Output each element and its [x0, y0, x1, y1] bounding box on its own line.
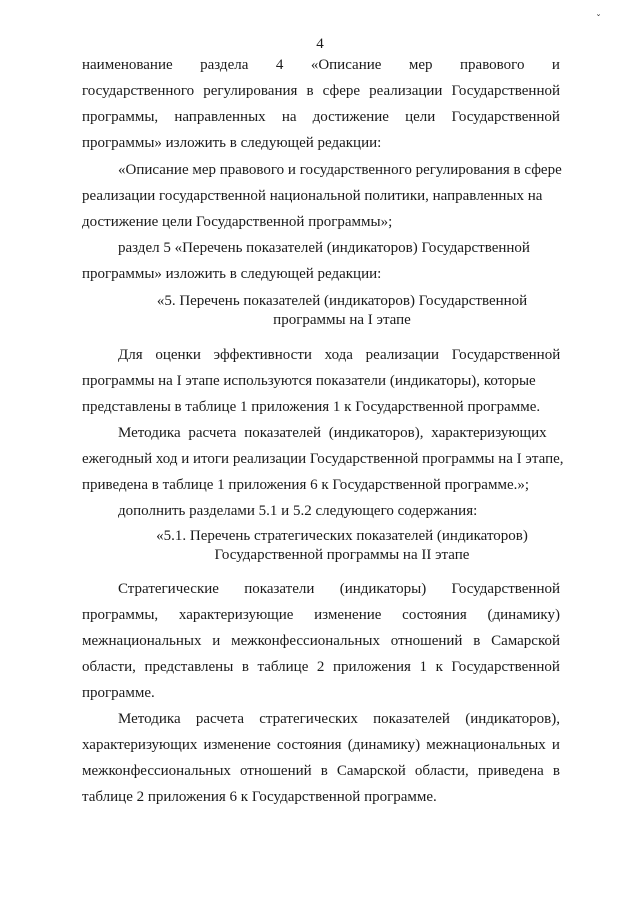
- paragraph-line: программы» изложить в следующей редакции:: [82, 266, 382, 282]
- word: изменение: [203, 737, 271, 753]
- word: программы,: [82, 109, 159, 125]
- paragraph-line: [82, 576, 560, 602]
- paragraph-line: Методика расчета показателей (индикаторов), характеризующих: [118, 425, 547, 441]
- word: сфере: [322, 83, 361, 99]
- paragraph-efficiency: [82, 342, 560, 420]
- word: межнациональных: [82, 633, 202, 649]
- paragraph-methodology-2: [82, 706, 560, 810]
- word: расчета: [195, 711, 244, 727]
- word: состояния: [276, 737, 342, 753]
- word: показатели: [244, 581, 315, 597]
- word: Государственной: [451, 83, 560, 99]
- word: правового: [460, 57, 525, 73]
- paragraph-methodology-1: [82, 420, 564, 498]
- word: области,: [414, 763, 469, 779]
- paragraph-line: представлены в таблице 1 приложения 1 к Государственной программе.: [82, 399, 541, 415]
- paragraph-quoted-title: [82, 157, 560, 235]
- paragraph-line: [82, 706, 560, 732]
- word: межконфессиональных: [231, 633, 380, 649]
- corner-mark: ˇ: [596, 14, 601, 25]
- word: Самарской: [336, 763, 406, 779]
- paragraph-line: [82, 78, 560, 104]
- word: Государственной: [451, 659, 560, 675]
- heading-line: «5.1. Перечень стратегических показателей (индикаторов): [156, 528, 528, 544]
- word: «Описание: [310, 57, 382, 73]
- word: состояния: [402, 607, 467, 623]
- paragraph-section5: [82, 235, 560, 287]
- word: межнациональных: [426, 737, 546, 753]
- paragraph-line: [82, 654, 560, 680]
- paragraph-line: программы» изложить в следующей редакции:: [82, 135, 382, 151]
- word: Государственной: [451, 109, 560, 125]
- word: и: [212, 633, 221, 649]
- word: наименование: [82, 57, 173, 73]
- heading-line: программы на I этапе: [273, 312, 411, 328]
- word: изменение: [314, 607, 382, 623]
- page-number: 4: [316, 36, 324, 52]
- paragraph-strategic-indicators: [82, 576, 560, 706]
- word: стратегических: [259, 711, 358, 727]
- paragraph-line: программы на I этапе используются показатели (индикаторы), которые: [82, 373, 536, 389]
- word: области,: [82, 659, 136, 675]
- word: достижение: [312, 109, 389, 125]
- word: к: [435, 659, 443, 675]
- word: цели: [405, 109, 436, 125]
- paragraph-line: [82, 732, 560, 758]
- word: 4: [275, 57, 284, 73]
- word: в: [552, 763, 560, 779]
- paragraph-line: таблице 2 приложения 6 к Государственной программе.: [82, 789, 437, 805]
- word: отношений: [239, 763, 312, 779]
- word: межконфессиональных: [82, 763, 231, 779]
- word: (динамику): [487, 607, 560, 623]
- word: Стратегические: [118, 581, 219, 597]
- paragraph-add-sections: [82, 498, 560, 524]
- word: и: [551, 57, 560, 73]
- word: мер: [408, 57, 433, 73]
- heading-line: Государственной программы на II этапе: [214, 547, 470, 563]
- word: приведена: [477, 763, 544, 779]
- paragraph-line: [82, 602, 560, 628]
- paragraph-line: [82, 104, 560, 130]
- paragraph-line: приведена в таблице 1 приложения 6 к Государственной программе.»;: [82, 477, 530, 493]
- paragraph-line: реализации государственной национальной политики, направленных на: [82, 188, 543, 204]
- word: в: [306, 83, 314, 99]
- word: раздела: [200, 57, 249, 73]
- word: 2: [316, 659, 325, 675]
- paragraph-line: дополнить разделами 5.1 и 5.2 следующего содержания:: [118, 503, 478, 519]
- section-heading-5: [82, 292, 602, 330]
- heading-line: «5. Перечень показателей (индикаторов) Государственной: [156, 293, 528, 309]
- word: реализации: [369, 83, 443, 99]
- word: таблице: [257, 659, 309, 675]
- word: представлены: [144, 659, 234, 675]
- word: приложения: [332, 659, 411, 675]
- paragraph-line: программе.: [82, 685, 155, 701]
- word: Государственной: [451, 581, 560, 597]
- paragraph-line: раздел 5 «Перечень показателей (индикаторов) Государственной: [118, 240, 530, 256]
- word: и: [551, 737, 560, 753]
- word: в: [320, 763, 328, 779]
- word: отношений: [390, 633, 463, 649]
- word: в: [241, 659, 249, 675]
- word: программы,: [82, 607, 159, 623]
- paragraph-line: «Описание мер правового и государственного регулирования в сфере: [118, 162, 562, 178]
- word: 1: [419, 659, 427, 675]
- word: Самарской: [491, 633, 560, 649]
- paragraph-line: [82, 52, 560, 78]
- word: (динамику): [347, 737, 421, 753]
- word: характеризующие: [178, 607, 294, 623]
- word: характеризующих: [82, 737, 198, 753]
- word: на: [281, 109, 297, 125]
- paragraph-line: [82, 758, 560, 784]
- word: направленных: [174, 109, 266, 125]
- paragraph-line: ежегодный ход и итоги реализации Государственной программы на I этапе,: [82, 451, 564, 467]
- section-heading-5-1: [82, 527, 602, 565]
- word: (индикаторы): [339, 581, 427, 597]
- word: (индикаторов),: [465, 711, 560, 727]
- word: в: [473, 633, 481, 649]
- paragraph-line: Для оценки эффективности хода реализации Государственной: [118, 347, 561, 363]
- paragraph-line: достижение цели Государственной программы»;: [82, 214, 393, 230]
- word: регулирования: [203, 83, 298, 99]
- paragraph-section4-name: [82, 52, 560, 156]
- word: государственного: [82, 83, 195, 99]
- word: показателей: [373, 711, 450, 727]
- word: Методика: [118, 711, 181, 727]
- paragraph-line: [82, 628, 560, 654]
